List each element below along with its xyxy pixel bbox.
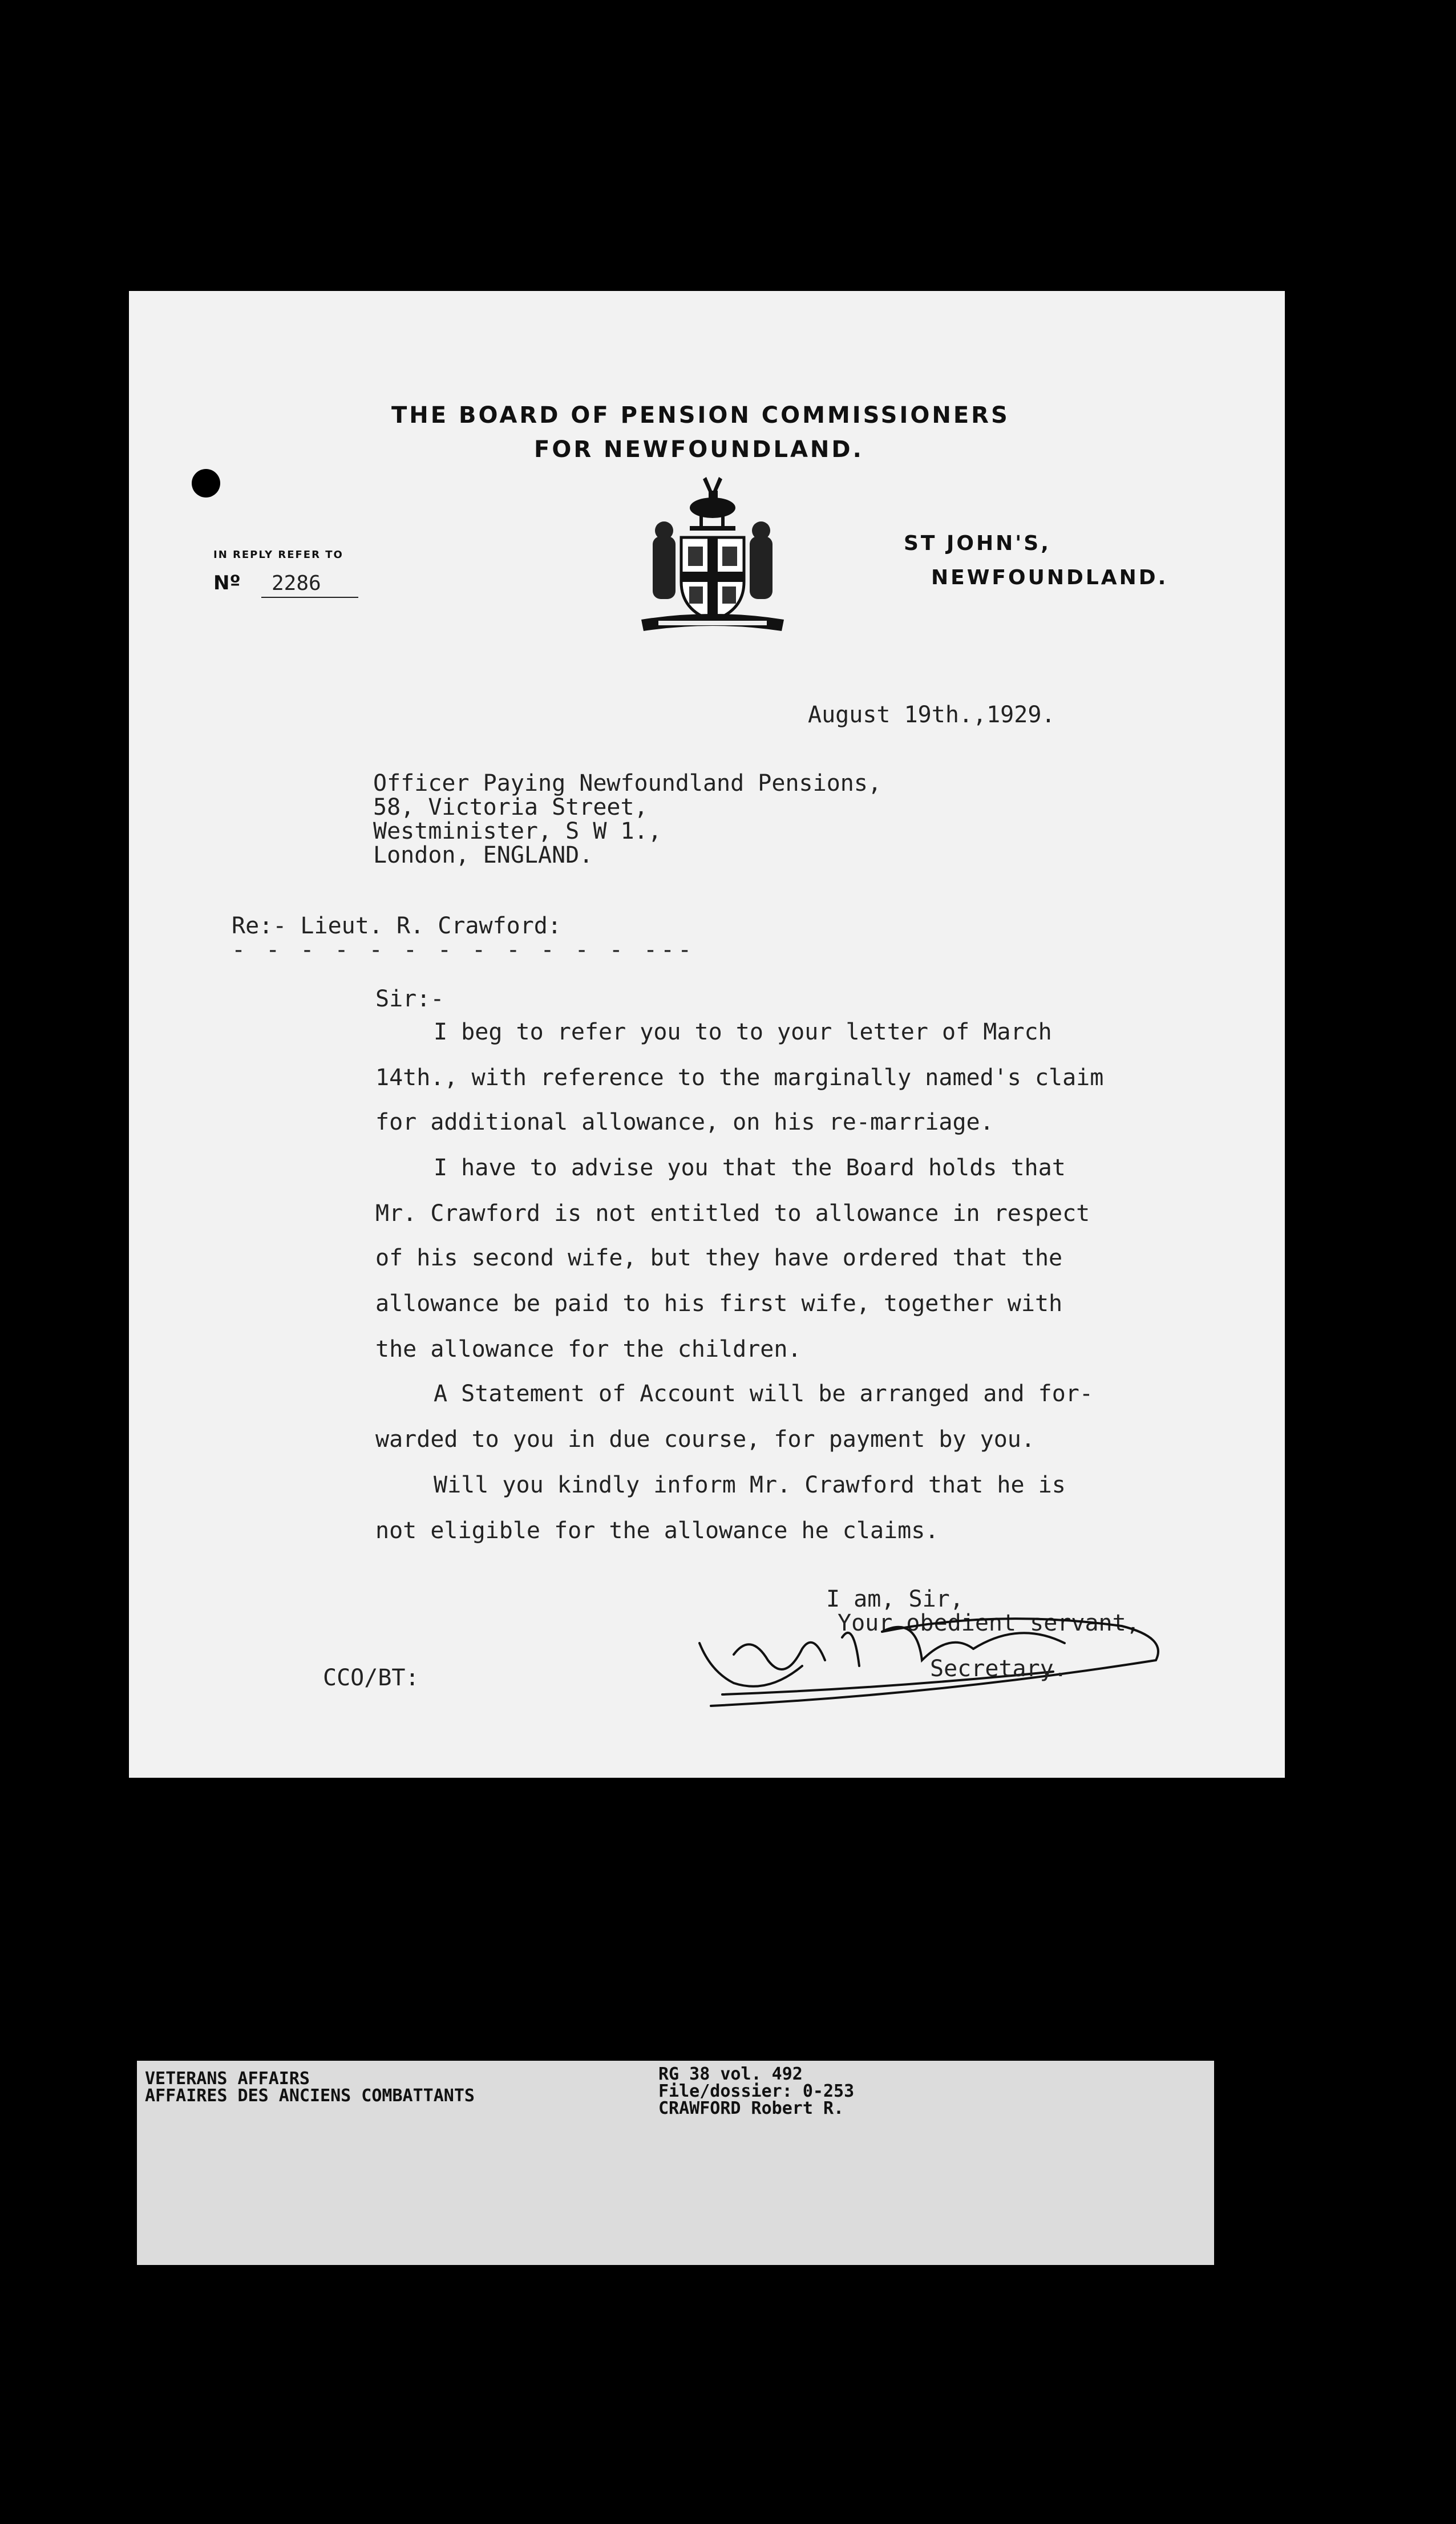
archive-volume: RG 38 vol. 492 (658, 2064, 803, 2084)
letterhead-title: THE BOARD OF PENSION COMMISSIONERS (391, 402, 1010, 428)
signature-icon (654, 1597, 1167, 1712)
salutation: Sir:- (375, 986, 444, 1012)
archive-dept-fr: AFFAIRES DES ANCIENS COMBATTANTS (145, 2086, 475, 2106)
address-line: London, ENGLAND. (373, 842, 593, 868)
typist-initials: CCO/BT: (323, 1665, 419, 1691)
signature-title: Secretary. (930, 1656, 1067, 1682)
body-line: of his second wife, but they have ordered that the (375, 1245, 1063, 1271)
body-line: the allowance for the children. (375, 1336, 802, 1362)
letter-date: August 19th.,1929. (808, 702, 1055, 728)
reference-underline (261, 597, 358, 598)
address-line: Officer Paying Newfoundland Pensions, (373, 770, 882, 796)
body-line: 14th., with reference to the marginally named's claim (375, 1065, 1104, 1091)
reference-number: 2286 (272, 572, 321, 595)
body-line: allowance be paid to his first wife, together with (375, 1291, 1063, 1317)
reply-refer-label: IN REPLY REFER TO (213, 549, 343, 561)
reference-prefix: Nº (213, 572, 241, 594)
coat-of-arms-icon (636, 474, 790, 633)
body-line: warded to you in due course, for payment by you. (375, 1426, 1035, 1453)
location-country: NEWFOUNDLAND. (931, 566, 1168, 589)
body-line: I have to advise you that the Board holds that (434, 1155, 1066, 1181)
punch-hole-icon (192, 469, 220, 497)
letterhead-subtitle: FOR NEWFOUNDLAND. (534, 436, 864, 463)
archive-card (137, 2061, 1214, 2265)
archive-name: CRAWFORD Robert R. (658, 2098, 844, 2118)
body-line: Mr. Crawford is not entitled to allowance in respect (375, 1200, 1090, 1227)
body-line: Will you kindly inform Mr. Crawford that he is (434, 1472, 1066, 1498)
subject-underline: - - - - - - - - - - - - --- (232, 937, 695, 963)
subject-line: Re:- Lieut. R. Crawford: (232, 913, 561, 939)
letter-page (129, 291, 1285, 1778)
location-city: ST JOHN'S, (904, 532, 1051, 555)
closing-line: I am, Sir, (826, 1586, 964, 1612)
closing-line: Your obedient servant, (838, 1610, 1140, 1636)
body-line: I beg to refer you to to your letter of March (434, 1019, 1052, 1045)
archive-file: File/dossier: 0-253 (658, 2081, 855, 2101)
address-line: 58, Victoria Street, (373, 794, 648, 820)
body-line: for additional allowance, on his re-marriage. (375, 1109, 994, 1135)
archive-dept-en: VETERANS AFFAIRS (145, 2069, 310, 2089)
body-line: not eligible for the allowance he claims. (375, 1518, 939, 1544)
body-line: A Statement of Account will be arranged and for- (434, 1381, 1093, 1407)
address-line: Westminister, S W 1., (373, 818, 662, 844)
